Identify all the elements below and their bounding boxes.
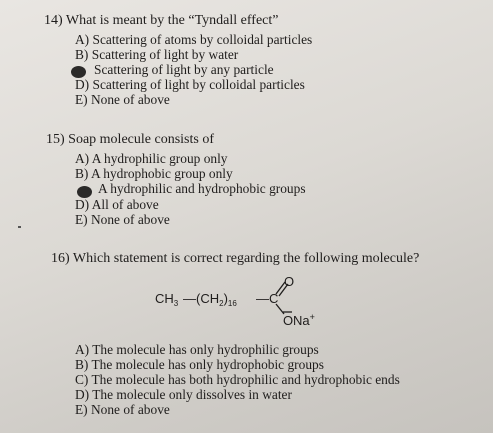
option-text: A hydrophobic group only <box>91 166 233 181</box>
carboxyl-carbon-label: —C <box>256 291 279 306</box>
option-text: None of above <box>91 402 170 417</box>
option-text: None of above <box>91 212 170 227</box>
option-letter: D) <box>75 387 90 402</box>
option-14-d[interactable] <box>75 77 305 93</box>
option-text: A hydrophilic group only <box>91 151 228 166</box>
option-letter: A) <box>75 32 90 47</box>
sodium-ion-label: Na+ <box>293 312 315 328</box>
option-14-b[interactable] <box>75 47 238 63</box>
question-16-stem <box>51 251 419 267</box>
option-16-e[interactable] <box>75 402 170 418</box>
option-letter: A) <box>75 151 90 166</box>
anionic-oxygen-label: O <box>283 313 294 328</box>
option-text: The molecule has only hydrophobic groups <box>91 357 324 372</box>
option-14-a[interactable] <box>75 32 312 48</box>
soap-molecule-structure <box>150 270 330 340</box>
option-text: Scattering of light by water <box>91 47 239 62</box>
option-16-b[interactable] <box>75 357 324 373</box>
option-letter: E) <box>75 92 88 107</box>
question-number: 15) <box>46 132 65 147</box>
option-14-c[interactable] <box>94 62 274 78</box>
option-letter: E) <box>75 212 88 227</box>
option-15-e[interactable] <box>75 212 170 228</box>
question-number: 16) <box>51 251 70 266</box>
option-text: The molecule only dissolves in water <box>92 387 292 402</box>
option-15-b[interactable] <box>75 166 233 182</box>
carbonyl-oxygen-label: O <box>284 274 295 289</box>
question-text: Soap molecule consists of <box>68 132 214 147</box>
option-text: The molecule has both hydrophilic and hydrophobic ends <box>91 372 400 387</box>
option-letter: B) <box>75 357 89 372</box>
option-letter: B) <box>75 166 89 181</box>
option-text: A hydrophilic and hydrophobic groups <box>98 181 306 196</box>
option-text: Scattering of atoms by colloidal particles <box>92 32 313 47</box>
molecule-diagram <box>150 270 330 340</box>
option-letter: B) <box>75 47 89 62</box>
option-14-e[interactable] <box>75 92 170 108</box>
option-16-a[interactable] <box>75 342 319 358</box>
ch3-label: $CH_3$ <box>155 291 179 308</box>
option-text: All of above <box>91 197 159 212</box>
option-15-a[interactable] <box>75 151 228 167</box>
option-letter: C) <box>75 372 89 387</box>
option-letter: D) <box>75 197 90 212</box>
question-text: What is meant by the “Tyndall effect” <box>65 13 279 28</box>
option-letter: E) <box>75 402 88 417</box>
question-number: 14) <box>44 13 63 28</box>
question-text: Which statement is correct regarding the following molecule? <box>72 251 420 266</box>
option-text: Scattering of light by any particle <box>94 62 274 77</box>
question-15-stem <box>46 132 214 148</box>
option-text: None of above <box>91 92 170 107</box>
option-15-c[interactable] <box>98 181 306 197</box>
option-text: The molecule has only hydrophilic groups <box>92 342 319 357</box>
option-text: Scattering of light by colloidal particles <box>92 77 305 92</box>
question-14-stem <box>44 13 279 29</box>
option-15-d[interactable] <box>75 197 159 213</box>
stray-mark <box>18 226 21 228</box>
option-letter: D) <box>75 77 90 92</box>
option-letter: A) <box>75 342 90 357</box>
option-16-c[interactable] <box>75 372 400 388</box>
option-16-d[interactable] <box>75 387 292 403</box>
chain-label: $—(CH_2)_{16}$ <box>183 291 237 308</box>
